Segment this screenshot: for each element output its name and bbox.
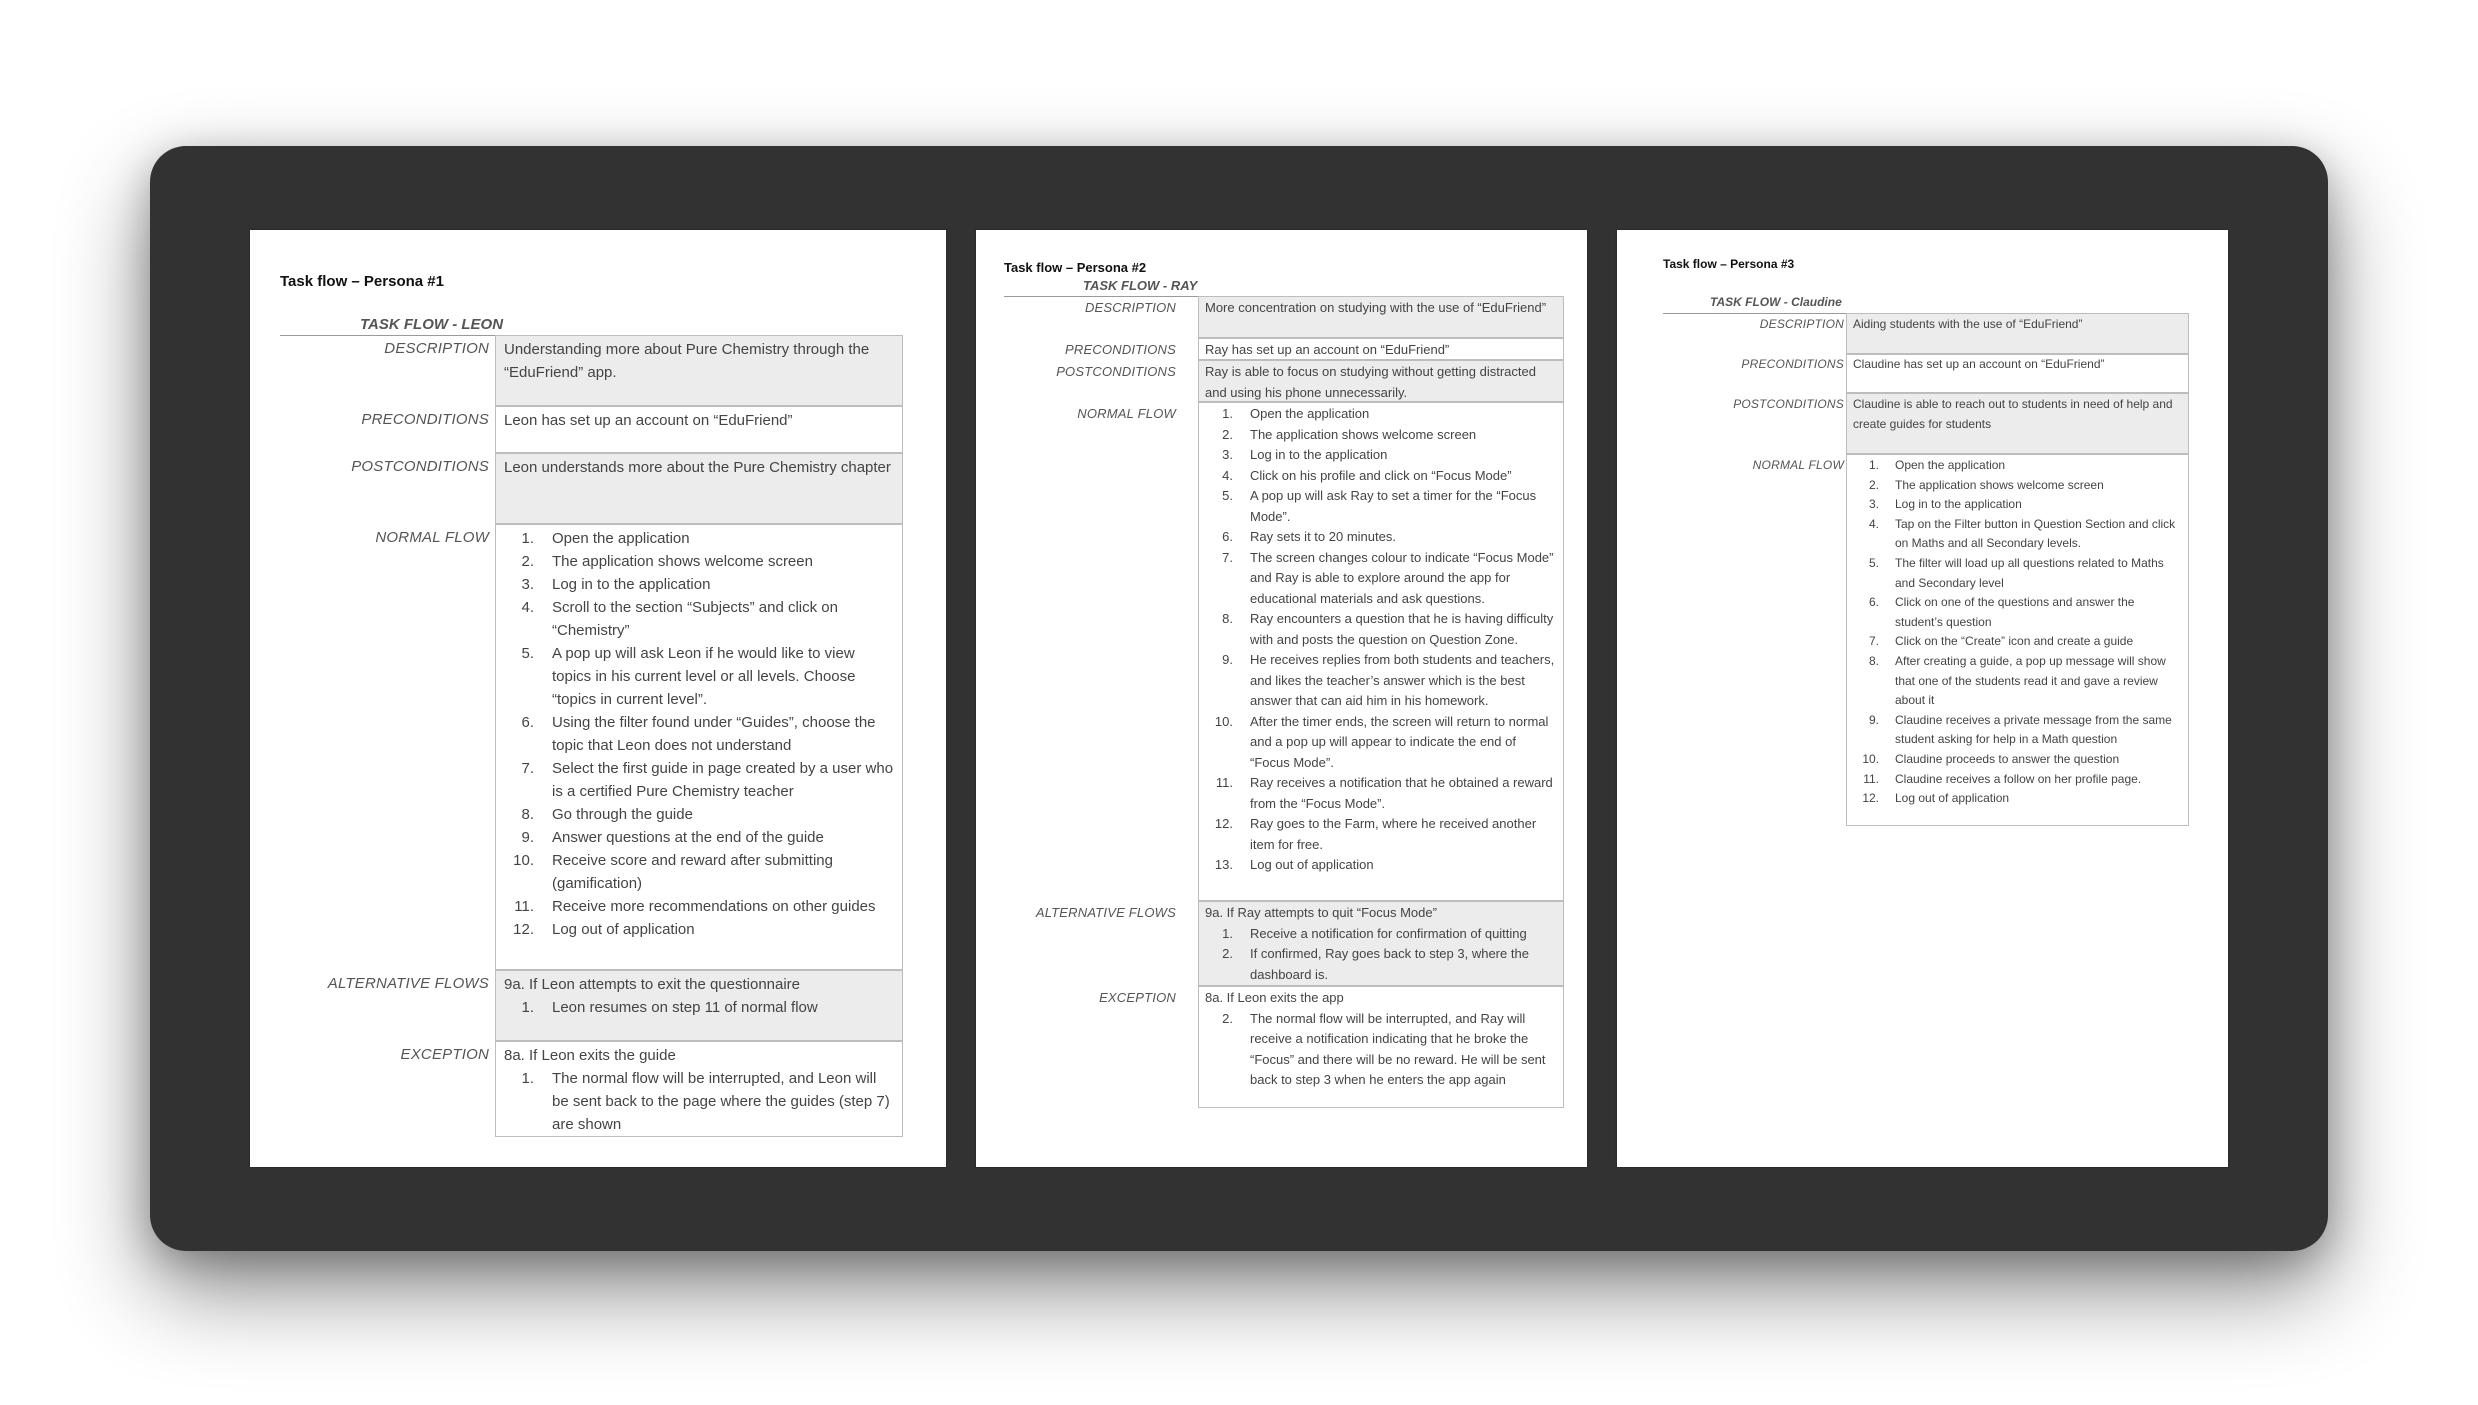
preconditions-cell: [1846, 353, 2189, 393]
list-item: [496, 642, 894, 711]
list-item-number: 1.: [521, 999, 534, 1016]
preconditions-label: PRECONDITIONS: [1065, 342, 1176, 357]
list-item-text: The normal flow will be interrupted, and Ray will receive a notification indicating that he broke the “Focus” and there will be no reward. He will be sent back to step 3 when he enters the app again: [1250, 1010, 1546, 1087]
list-item-number: 11.: [1863, 771, 1879, 786]
list-item-number: 9.: [1222, 652, 1233, 667]
list-item-text: The application shows welcome screen: [1895, 477, 2104, 492]
list-item-number: 6.: [521, 714, 534, 731]
list-item-text: Claudine proceeds to answer the question: [1895, 751, 2120, 766]
preconditions-text: Ray has set up an account on “EduFriend”: [1205, 342, 1450, 357]
list-item: [1199, 944, 1557, 985]
list-item: [496, 803, 894, 826]
list-item-text: A pop up will ask Leon if he would like to view topics in his current level or all levels. Choose “topics in current level”.: [552, 645, 856, 708]
list-item-text: Go through the guide: [552, 806, 693, 823]
postconditions-cell: [1198, 360, 1564, 402]
list-item: [1199, 712, 1557, 774]
alternative-flows-list: [1199, 924, 1557, 986]
list-item: [1847, 456, 2182, 476]
list-item-text: Ray sets it to 20 minutes.: [1250, 529, 1396, 544]
list-item-text: Leon resumes on step 11 of normal flow: [552, 999, 818, 1016]
list-item-number: 10.: [1214, 713, 1233, 729]
list-item-text: Receive score and reward after submitting (gamification): [552, 852, 833, 892]
preconditions-cell: [1198, 338, 1564, 360]
exception-cell: [495, 1041, 903, 1137]
list-item-text: After creating a guide, a pop up message will show that one of the students read it and gave a review about it: [1895, 653, 2166, 708]
list-item-number: 4.: [1868, 516, 1879, 531]
list-item-text: Answer questions at the end of the guide: [552, 829, 824, 846]
list-item-number: 1.: [521, 1070, 534, 1087]
list-item-number: 7.: [1868, 634, 1879, 649]
list-item: [1199, 814, 1557, 855]
list-item-number: 6.: [1222, 529, 1233, 544]
list-item-number: 2.: [1868, 477, 1879, 492]
list-item-text: Open the application: [552, 530, 690, 547]
list-item: [1199, 773, 1557, 814]
list-item: [1199, 486, 1557, 527]
postconditions-text: Claudine is able to reach out to students in need of help and create guides for students: [1853, 397, 2173, 431]
list-item: [1199, 924, 1557, 945]
list-item-number: 1.: [521, 530, 534, 547]
document-page-persona-3: [1617, 230, 2228, 1167]
list-item-text: Receive a notification for confirmation of quitting: [1250, 925, 1527, 941]
list-item-text: The application shows welcome screen: [552, 553, 813, 570]
description-label: DESCRIPTION: [1759, 317, 1844, 331]
normal-flow-label: NORMAL FLOW: [375, 529, 489, 546]
list-item-number: 4.: [1222, 467, 1233, 483]
list-item-number: 2.: [1222, 946, 1233, 961]
list-item: [1199, 466, 1557, 487]
list-item: [496, 849, 894, 895]
list-item-number: 2.: [521, 553, 534, 570]
exception-list: [1199, 1009, 1557, 1091]
list-item-text: Log in to the application: [1895, 497, 2022, 512]
list-item-text: Ray encounters a question that he is having difficulty with and posts the question on Question Zone.: [1250, 611, 1554, 647]
postconditions-text: Ray is able to focus on studying without getting distracted and using his phone unnecessarily.: [1205, 364, 1536, 400]
list-item-number: 8.: [1868, 653, 1879, 668]
postconditions-text: Leon understands more about the Pure Chemistry chapter: [504, 459, 891, 476]
list-item: [1199, 404, 1557, 425]
normal-flow-cell: [1198, 402, 1564, 901]
list-item: [1199, 855, 1557, 876]
list-item-text: Tap on the Filter button in Question Section and click on Maths and all Secondary levels.: [1895, 516, 2176, 551]
list-item: [1199, 609, 1557, 650]
list-item: [496, 826, 894, 849]
preconditions-label: PRECONDITIONS: [1741, 357, 1844, 371]
list-item: [1199, 1009, 1557, 1091]
list-item-number: 8.: [1222, 611, 1233, 626]
list-item: [1847, 632, 2182, 652]
list-item: [496, 550, 894, 573]
list-item-text: The screen changes colour to indicate “Focus Mode” and Ray is able to explore around the app for educational materials and ask questions.: [1250, 549, 1554, 606]
list-item-text: A pop up will ask Ray to set a timer for the “Focus Mode”.: [1250, 488, 1537, 524]
list-item: [1847, 593, 2182, 632]
document-page-persona-2: [976, 230, 1587, 1167]
list-item-number: 4.: [521, 599, 534, 616]
list-item: [496, 918, 894, 941]
postconditions-cell: [495, 453, 903, 524]
description-label: DESCRIPTION: [1084, 300, 1176, 315]
title-divider: [1004, 296, 1199, 297]
preconditions-text: Leon has set up an account on “EduFriend”: [504, 412, 793, 429]
normal-flow-list: [1847, 456, 2182, 809]
list-item-text: Open the application: [1895, 458, 2006, 472]
document-title: Task flow – Persona #3: [1663, 257, 1795, 271]
document-title: Task flow – Persona #2: [1004, 260, 1147, 275]
list-item-text: Log out of application: [1895, 791, 2010, 806]
list-item-number: 1.: [1222, 406, 1233, 421]
list-item: [1199, 527, 1557, 548]
normal-flow-list: [1199, 404, 1557, 876]
list-item-text: The filter will load up all questions related to Maths and Secondary level: [1895, 555, 2164, 590]
list-item: [1847, 515, 2182, 554]
normal-flow-cell: [1846, 454, 2189, 826]
list-item: [496, 1067, 894, 1136]
list-item: [1847, 711, 2182, 750]
list-item-number: 10.: [1862, 751, 1879, 766]
list-item-text: Click on the “Create” icon and create a guide: [1895, 634, 2134, 649]
list-item: [496, 895, 894, 918]
preconditions-cell: [495, 406, 903, 453]
list-item-number: 6.: [1868, 595, 1879, 610]
list-item: [496, 711, 894, 757]
exception-list: [496, 1067, 894, 1136]
description-label: DESCRIPTION: [384, 340, 489, 357]
list-item-text: Select the first guide in page created by a user who is a certified Pure Chemistry teacher: [552, 760, 894, 800]
alternative-flows-label: ALTERNATIVE FLOWS: [327, 975, 489, 992]
normal-flow-label: NORMAL FLOW: [1077, 406, 1176, 421]
normal-flow-cell: [495, 524, 903, 970]
list-item: [1847, 789, 2182, 809]
list-item: [496, 996, 894, 1019]
task-flow-label: TASK FLOW - RAY: [1083, 278, 1198, 293]
list-item-text: Claudine receives a follow on her profile page.: [1895, 771, 2142, 786]
title-divider: [280, 335, 500, 336]
list-item-text: Log in to the application: [1250, 447, 1388, 462]
postconditions-label: POSTCONDITIONS: [1733, 397, 1844, 411]
list-item-number: 3.: [521, 576, 534, 593]
list-item-number: 11.: [1215, 775, 1233, 790]
list-item-number: 10.: [513, 852, 534, 869]
list-item: [496, 527, 894, 550]
list-item-text: Log out of application: [552, 921, 695, 938]
task-flow-label: TASK FLOW - Claudine: [1710, 295, 1842, 309]
list-item-number: 3.: [1222, 447, 1233, 462]
list-item-text: Scroll to the section “Subjects” and click on “Chemistry”: [552, 599, 838, 639]
list-item-number: 7.: [521, 760, 534, 777]
list-item-text: Using the filter found under “Guides”, choose the topic that Leon does not understand: [552, 714, 876, 754]
exception-label: EXCEPTION: [400, 1046, 489, 1063]
list-item: [1199, 425, 1557, 446]
list-item-number: 5.: [1222, 488, 1233, 503]
list-item-text: If confirmed, Ray goes back to step 3, where the dashboard is.: [1250, 946, 1529, 982]
alternative-flows-intro: 9a. If Ray attempts to quit “Focus Mode”: [1205, 905, 1437, 920]
list-item-text: Ray receives a notification that he obtained a reward from the “Focus Mode”.: [1250, 775, 1553, 811]
list-item: [496, 573, 894, 596]
list-item-text: The application shows welcome screen: [1250, 426, 1477, 442]
document-page-persona-1: [250, 230, 946, 1167]
description-cell: [1846, 313, 2189, 355]
list-item: [1847, 770, 2182, 790]
description-cell: [495, 335, 903, 406]
list-item-number: 12.: [513, 921, 534, 938]
list-item: [496, 757, 894, 803]
list-item-number: 12.: [1862, 791, 1879, 806]
document-title: Task flow – Persona #1: [280, 273, 444, 290]
description-text: Understanding more about Pure Chemistry through the “EduFriend” app.: [504, 341, 870, 381]
title-divider: [1663, 313, 1848, 314]
list-item-number: 2.: [1222, 426, 1233, 442]
list-item-number: 8.: [521, 806, 534, 823]
list-item: [1199, 650, 1557, 712]
normal-flow-label: NORMAL FLOW: [1752, 458, 1844, 472]
list-item-number: 1.: [1868, 458, 1879, 472]
list-item-number: 12.: [1214, 816, 1233, 831]
postconditions-label: POSTCONDITIONS: [1056, 364, 1176, 379]
alternative-flows-cell: [495, 970, 903, 1041]
postconditions-label: POSTCONDITIONS: [351, 458, 489, 475]
list-item-number: 9.: [521, 829, 534, 846]
list-item: [496, 596, 894, 642]
list-item-number: 13.: [1214, 857, 1233, 872]
alternative-flows-intro: 9a. If Leon attempts to exit the questionnaire: [504, 976, 801, 993]
list-item-number: 9.: [1868, 712, 1879, 727]
list-item: [1847, 495, 2182, 515]
description-cell: [1198, 296, 1564, 338]
list-item-text: Open the application: [1250, 406, 1370, 421]
list-item-number: 2.: [1222, 1010, 1233, 1026]
exception-intro: 8a. If Leon exits the app: [1205, 990, 1344, 1005]
list-item-text: After the timer ends, the screen will return to normal and a pop up will appear to indicate the end of “Focus Mode”.: [1250, 713, 1549, 770]
preconditions-label: PRECONDITIONS: [361, 411, 489, 428]
list-item-text: Log out of application: [1250, 857, 1374, 872]
description-text: Aiding students with the use of “EduFriend”: [1853, 317, 2083, 331]
list-item: [1847, 652, 2182, 711]
list-item-text: Ray goes to the Farm, where he received another item for free.: [1250, 816, 1537, 852]
list-item: [1847, 750, 2182, 770]
list-item-text: Claudine receives a private message from the same student asking for help in a Math question: [1895, 712, 2172, 747]
exception-cell: [1198, 986, 1564, 1108]
list-item-text: Click on his profile and click on “Focus Mode”: [1250, 467, 1512, 483]
list-item-text: Click on one of the questions and answer the student’s question: [1895, 595, 2135, 629]
list-item-number: 3.: [1868, 497, 1879, 512]
task-flow-label: TASK FLOW - LEON: [360, 316, 504, 333]
alternative-flows-list: [496, 996, 894, 1019]
list-item-number: 5.: [1868, 555, 1879, 570]
exception-label: EXCEPTION: [1099, 990, 1176, 1005]
list-item: [1199, 548, 1557, 610]
preconditions-text: Claudine has set up an account on “EduFriend”: [1853, 357, 2105, 371]
list-item-text: Receive more recommendations on other guides: [552, 898, 876, 915]
normal-flow-list: [496, 527, 894, 941]
list-item-number: 11.: [514, 898, 534, 915]
list-item-number: 7.: [1222, 549, 1233, 565]
alternative-flows-label: ALTERNATIVE FLOWS: [1035, 905, 1176, 920]
list-item-text: Log in to the application: [552, 576, 711, 593]
list-item-text: He receives replies from both students and teachers, and likes the teacher’s answer which is the best answer that can aid him in his homework.: [1250, 652, 1555, 708]
list-item-number: 5.: [521, 645, 534, 662]
description-text: More concentration on studying with the use of “EduFriend”: [1205, 300, 1547, 315]
list-item-text: The normal flow will be interrupted, and Leon will be sent back to the page where the guides (step 7) are shown: [552, 1070, 890, 1133]
list-item-number: 1.: [1222, 925, 1233, 941]
exception-intro: 8a. If Leon exits the guide: [504, 1047, 676, 1064]
alternative-flows-cell: [1198, 901, 1564, 986]
list-item: [1847, 554, 2182, 593]
list-item: [1199, 445, 1557, 466]
list-item: [1847, 476, 2182, 496]
postconditions-cell: [1846, 393, 2189, 454]
